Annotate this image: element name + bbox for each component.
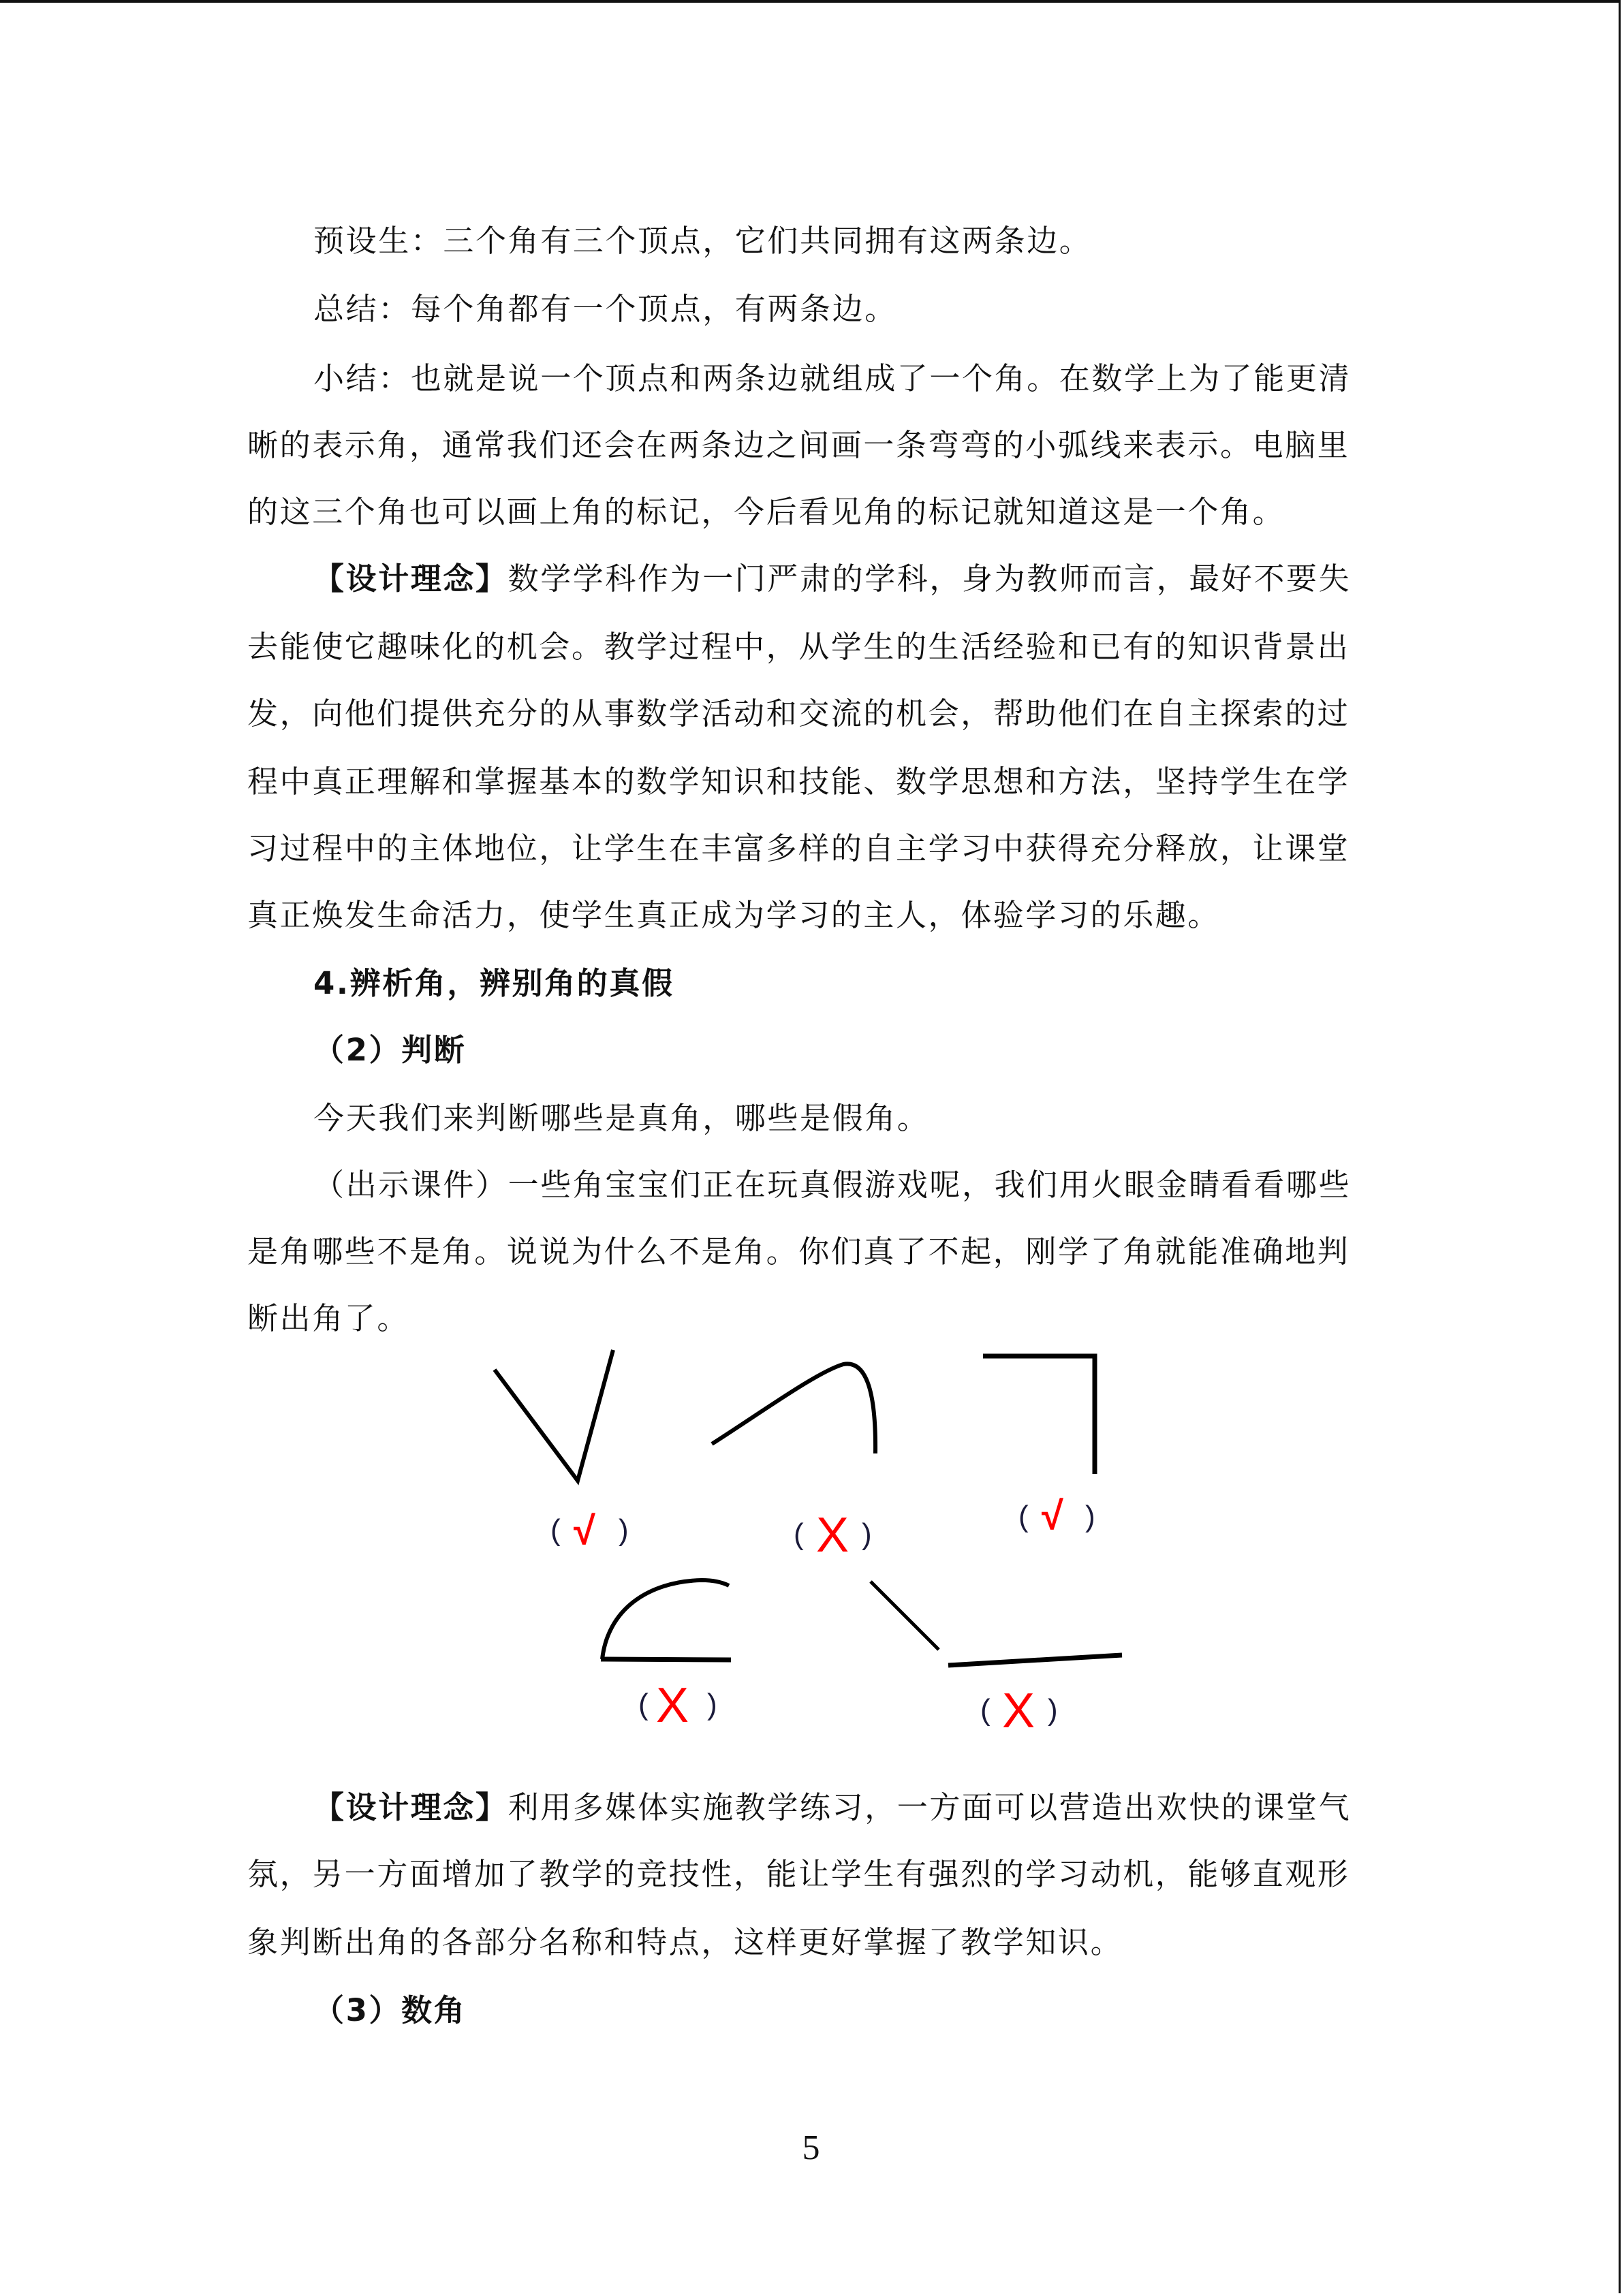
- paragraph-conclusion-line-1: 小结：也就是说一个顶点和两条边就组成了一个角。在数学上为了能更清: [313, 360, 1352, 396]
- section-heading-4: 4.辨析角，辨别角的真假: [313, 965, 674, 1001]
- v-angle-shape: [495, 1350, 613, 1481]
- subsection-heading-3: （3）数角: [313, 1992, 467, 2028]
- design-concept-1-line-2: 去能使它趣味化的机会。教学过程中，从学生的生活经验和已有的知识背景出: [247, 629, 1350, 665]
- disconnected-sides-shape: [871, 1582, 1122, 1665]
- right-angle-shape: [983, 1356, 1095, 1474]
- subsection-heading-2: （2）判断: [313, 1032, 467, 1068]
- curved-side-shape: [712, 1364, 875, 1453]
- design-concept-tag: 【设计理念】: [313, 561, 508, 597]
- page-number: 5: [802, 2128, 820, 2167]
- design-concept-tag: 【设计理念】: [313, 1789, 508, 1825]
- paragraph-summary: 总结：每个角都有一个顶点，有两条边。: [313, 291, 897, 327]
- design-concept-2-line-2: 氛，另一方面增加了教学的竞技性，能让学生有强烈的学习动机，能够直观形: [247, 1856, 1350, 1892]
- design-concept-1-line-6: 真正焕发生命活力，使学生真正成为学习的主人，体验学习的乐趣。: [247, 897, 1221, 933]
- mark-label-3: ( √ ): [1018, 1494, 1095, 1538]
- paragraph-conclusion-line-3: 的这三个角也可以画上角的标记，今后看见角的标记就知道这是一个角。: [247, 494, 1285, 530]
- design-concept-2-line-1: 【设计理念】利用多媒体实施教学练习，一方面可以营造出欢快的课堂气: [313, 1789, 1352, 1825]
- design-concept-1-line-5: 习过程中的主体地位，让学生在丰富多样的自主学习中获得充分释放，让课堂: [247, 830, 1350, 866]
- paragraph-conclusion-line-2: 晰的表示角，通常我们还会在两条边之间画一条弯弯的小弧线来表示。电脑里: [247, 427, 1350, 463]
- paragraph-today: 今天我们来判断哪些是真角，哪些是假角。: [313, 1100, 930, 1136]
- mark-label-2: ( X ): [794, 1508, 872, 1562]
- check-mark-icon: √: [574, 1509, 595, 1553]
- mark-label-5: ( X ): [980, 1684, 1058, 1738]
- cross-mark-icon: X: [1002, 1684, 1035, 1738]
- paragraph-courseware-line-3: 断出角了。: [247, 1300, 410, 1336]
- paragraph-courseware-line-1: （出示课件）一些角宝宝们正在玩真假游戏呢，我们用火眼金睛看看哪些: [313, 1167, 1352, 1203]
- check-mark-icon: √: [1042, 1494, 1063, 1538]
- mark-label-4: ( X ): [638, 1678, 717, 1733]
- mark-label-1: ( √ ): [550, 1509, 629, 1553]
- design-concept-2-line-3: 象判断出角的各部分名称和特点，这样更好掌握了教学知识。: [247, 1924, 1123, 1960]
- design-concept-1-line-3: 发，向他们提供充分的从事数学活动和交流的机会，帮助他们在自主探索的过: [247, 695, 1350, 732]
- paragraph-presupposed-student: 预设生：三个角有三个顶点，它们共同拥有这两条边。: [313, 223, 1092, 259]
- paragraph-courseware-line-2: 是角哪些不是角。说说为什么不是角。你们真了不起，刚学了角就能准确地判: [247, 1233, 1350, 1270]
- design-concept-1-line-1: 【设计理念】数学学科作为一门严肃的学科，身为教师而言，最好不要失: [313, 561, 1352, 597]
- design-concept-1-line-4: 程中真正理解和掌握基本的数学知识和技能、数学思想和方法，坚持学生在学: [247, 764, 1350, 800]
- arc-side-shape: [601, 1580, 731, 1660]
- cross-mark-icon: X: [816, 1508, 849, 1562]
- cross-mark-icon: X: [656, 1678, 689, 1733]
